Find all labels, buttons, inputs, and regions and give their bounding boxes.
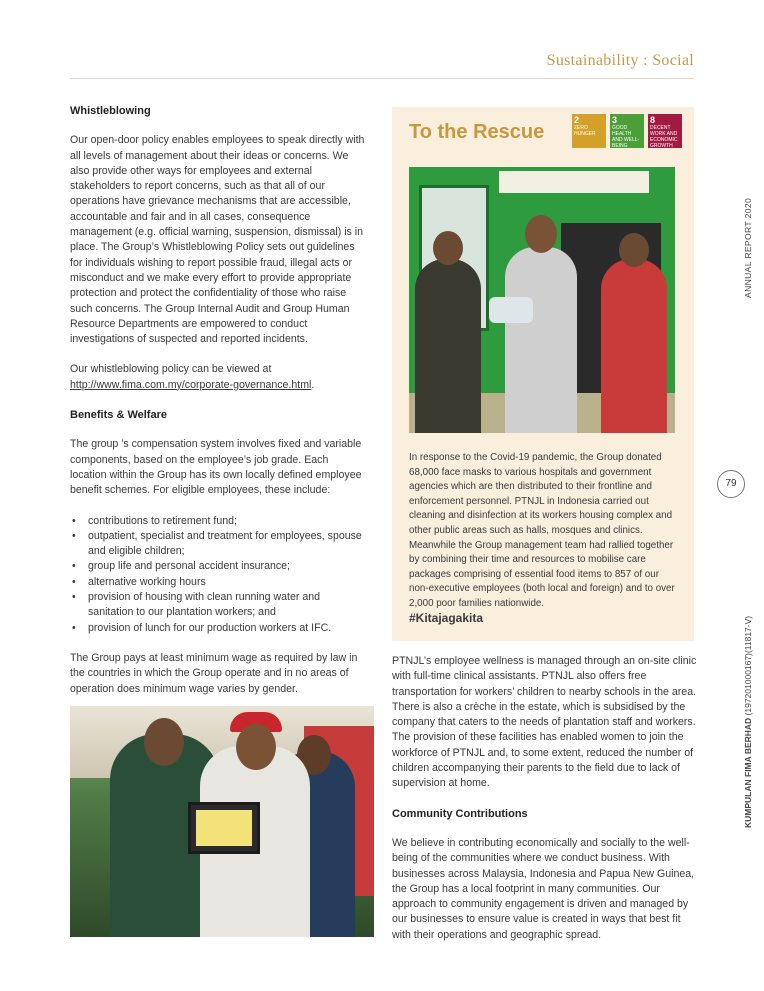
left-column xyxy=(70,104,366,712)
whistleblowing-heading: Whistleblowing xyxy=(70,105,151,117)
minimum-wage-paragraph: The Group pays at least minimum wage as required by law in the countries in which the Group operate and in no areas of operation does minimum wage varies by gender. xyxy=(70,651,358,695)
photo-person-left xyxy=(415,259,481,433)
benefit-item: • provision of housing with clean running water and sanitation to our plantation workers; and xyxy=(70,590,366,621)
certificate-presentation-photo xyxy=(70,706,374,937)
sdg-8-icon: 8 DECENT WORK AND ECONOMIC GROWTH xyxy=(648,114,682,148)
company-name: KUMPULAN FIMA BERHAD xyxy=(743,717,753,828)
company-registration: (197201000167)(11817-V) xyxy=(743,615,753,718)
photo-mask-package xyxy=(489,297,533,323)
community-paragraph: We believe in contributing economically and socially to the well-being of the communities where we conduct business. With businesses across Malaysia, Indonesia and Papua New Guinea, the Group has a local footprint in many communities. Our approach to community engagement is driven and managed by our businesses to ensure value is created in ways that best fit with their operations and geographic spread. xyxy=(392,836,695,941)
company-label xyxy=(743,616,753,828)
header-divider xyxy=(70,78,694,79)
policy-suffix: . xyxy=(311,378,315,391)
page-number: 79 xyxy=(717,470,745,498)
benefit-item: • group life and personal accident insurance; xyxy=(70,559,366,574)
benefits-intro: The group ’s compensation system involves fixed and variable components, based on the employee’s job grade. Each location within the Group has its own locally defined employee benefit schemes. For eligible employees, these include: xyxy=(70,438,362,497)
benefit-item: • provision of lunch for our production workers at IFC. xyxy=(70,621,366,636)
whistleblowing-policy xyxy=(70,362,366,393)
benefit-item: • outpatient, specialist and treatment for employees, spouse and eligible children; xyxy=(70,529,366,560)
photo-person-center xyxy=(505,247,577,433)
photo-sign xyxy=(499,171,649,193)
photo-certificate xyxy=(188,802,260,854)
benefits-list xyxy=(70,514,366,636)
sdg-2-icon: 2 ZERO HUNGER xyxy=(572,114,606,148)
whistleblowing-paragraph: Our open-door policy enables employees to speak directly with all levels of management about their ideas or concerns. We also provide other ways for employees and external stakeholders to report concerns, such as that all of our operations have grievance mechanisms that are accessible, accountable and fair and in all cases, consequence management (e.g. official warning, suspension, dismissal) is in place. The Group’s Whistleblowing Policy sets out guidelines for individuals wishing to report possible fraud, illegal acts or misconduct and we make every effort to provide appropriate protection and protect the confidentiality of those who raise such concerns. The Group Internal Audit and Group Human Resource Departments are empowered to conduct investigations of suspected and reported incidents. xyxy=(70,134,365,346)
policy-link[interactable]: http://www.fima.com.my/corporate-governance.html xyxy=(70,378,312,391)
benefit-item: • alternative working hours xyxy=(70,575,366,590)
right-column xyxy=(392,654,697,958)
to-the-rescue-box xyxy=(392,107,694,641)
sdg-3-icon: 3 GOOD HEALTH AND WELL-BEING xyxy=(610,114,644,148)
rescue-hashtag: #Kitajagakita xyxy=(409,611,484,625)
rescue-paragraph: In response to the Covid-19 pandemic, the Group donated 68,000 face masks to various hospitals and government agencies which are then distributed to their frontline and enforcement personnel. PTNJL in Indonesia carried out cleaning and disinfection at its workers housing complex and other public areas such as halls, mosques and clinics. Meanwhile the Group management team had rallied together by combining their time and resources to mobilise care packages comprising of essential food items to 857 of our non-executive employees (both local and foreign) and to over 2,000 poor families nationwide. xyxy=(409,452,675,609)
annual-report-label: ANNUAL REPORT 2020 xyxy=(743,197,753,298)
section-title: Sustainability : Social xyxy=(546,52,694,69)
wellness-paragraph: PTNJL’s employee wellness is managed through an on-site clinic with full-time clinical assistants. PTNJL also offers free transportation for workers’ children to nearby schools in the area. There is also a crèche in the estate, which is subsidised by the company that caters to the needs of plantation staff and workers. The provision of these facilities has enabled women to join the workforce of PTNJL and, to some extent, reduced the number of children accompanying their parents to the field due to lack of supervision at home. xyxy=(392,655,697,790)
rescue-title: To the Rescue xyxy=(409,121,545,143)
community-heading: Community Contributions xyxy=(392,807,528,820)
benefits-heading: Benefits & Welfare xyxy=(70,409,167,422)
policy-prefix: Our whistleblowing policy can be viewed at xyxy=(70,363,272,376)
photo-person-right xyxy=(601,259,667,433)
donation-handover-photo xyxy=(409,167,675,433)
benefit-item: • contributions to retirement fund; xyxy=(70,514,366,529)
